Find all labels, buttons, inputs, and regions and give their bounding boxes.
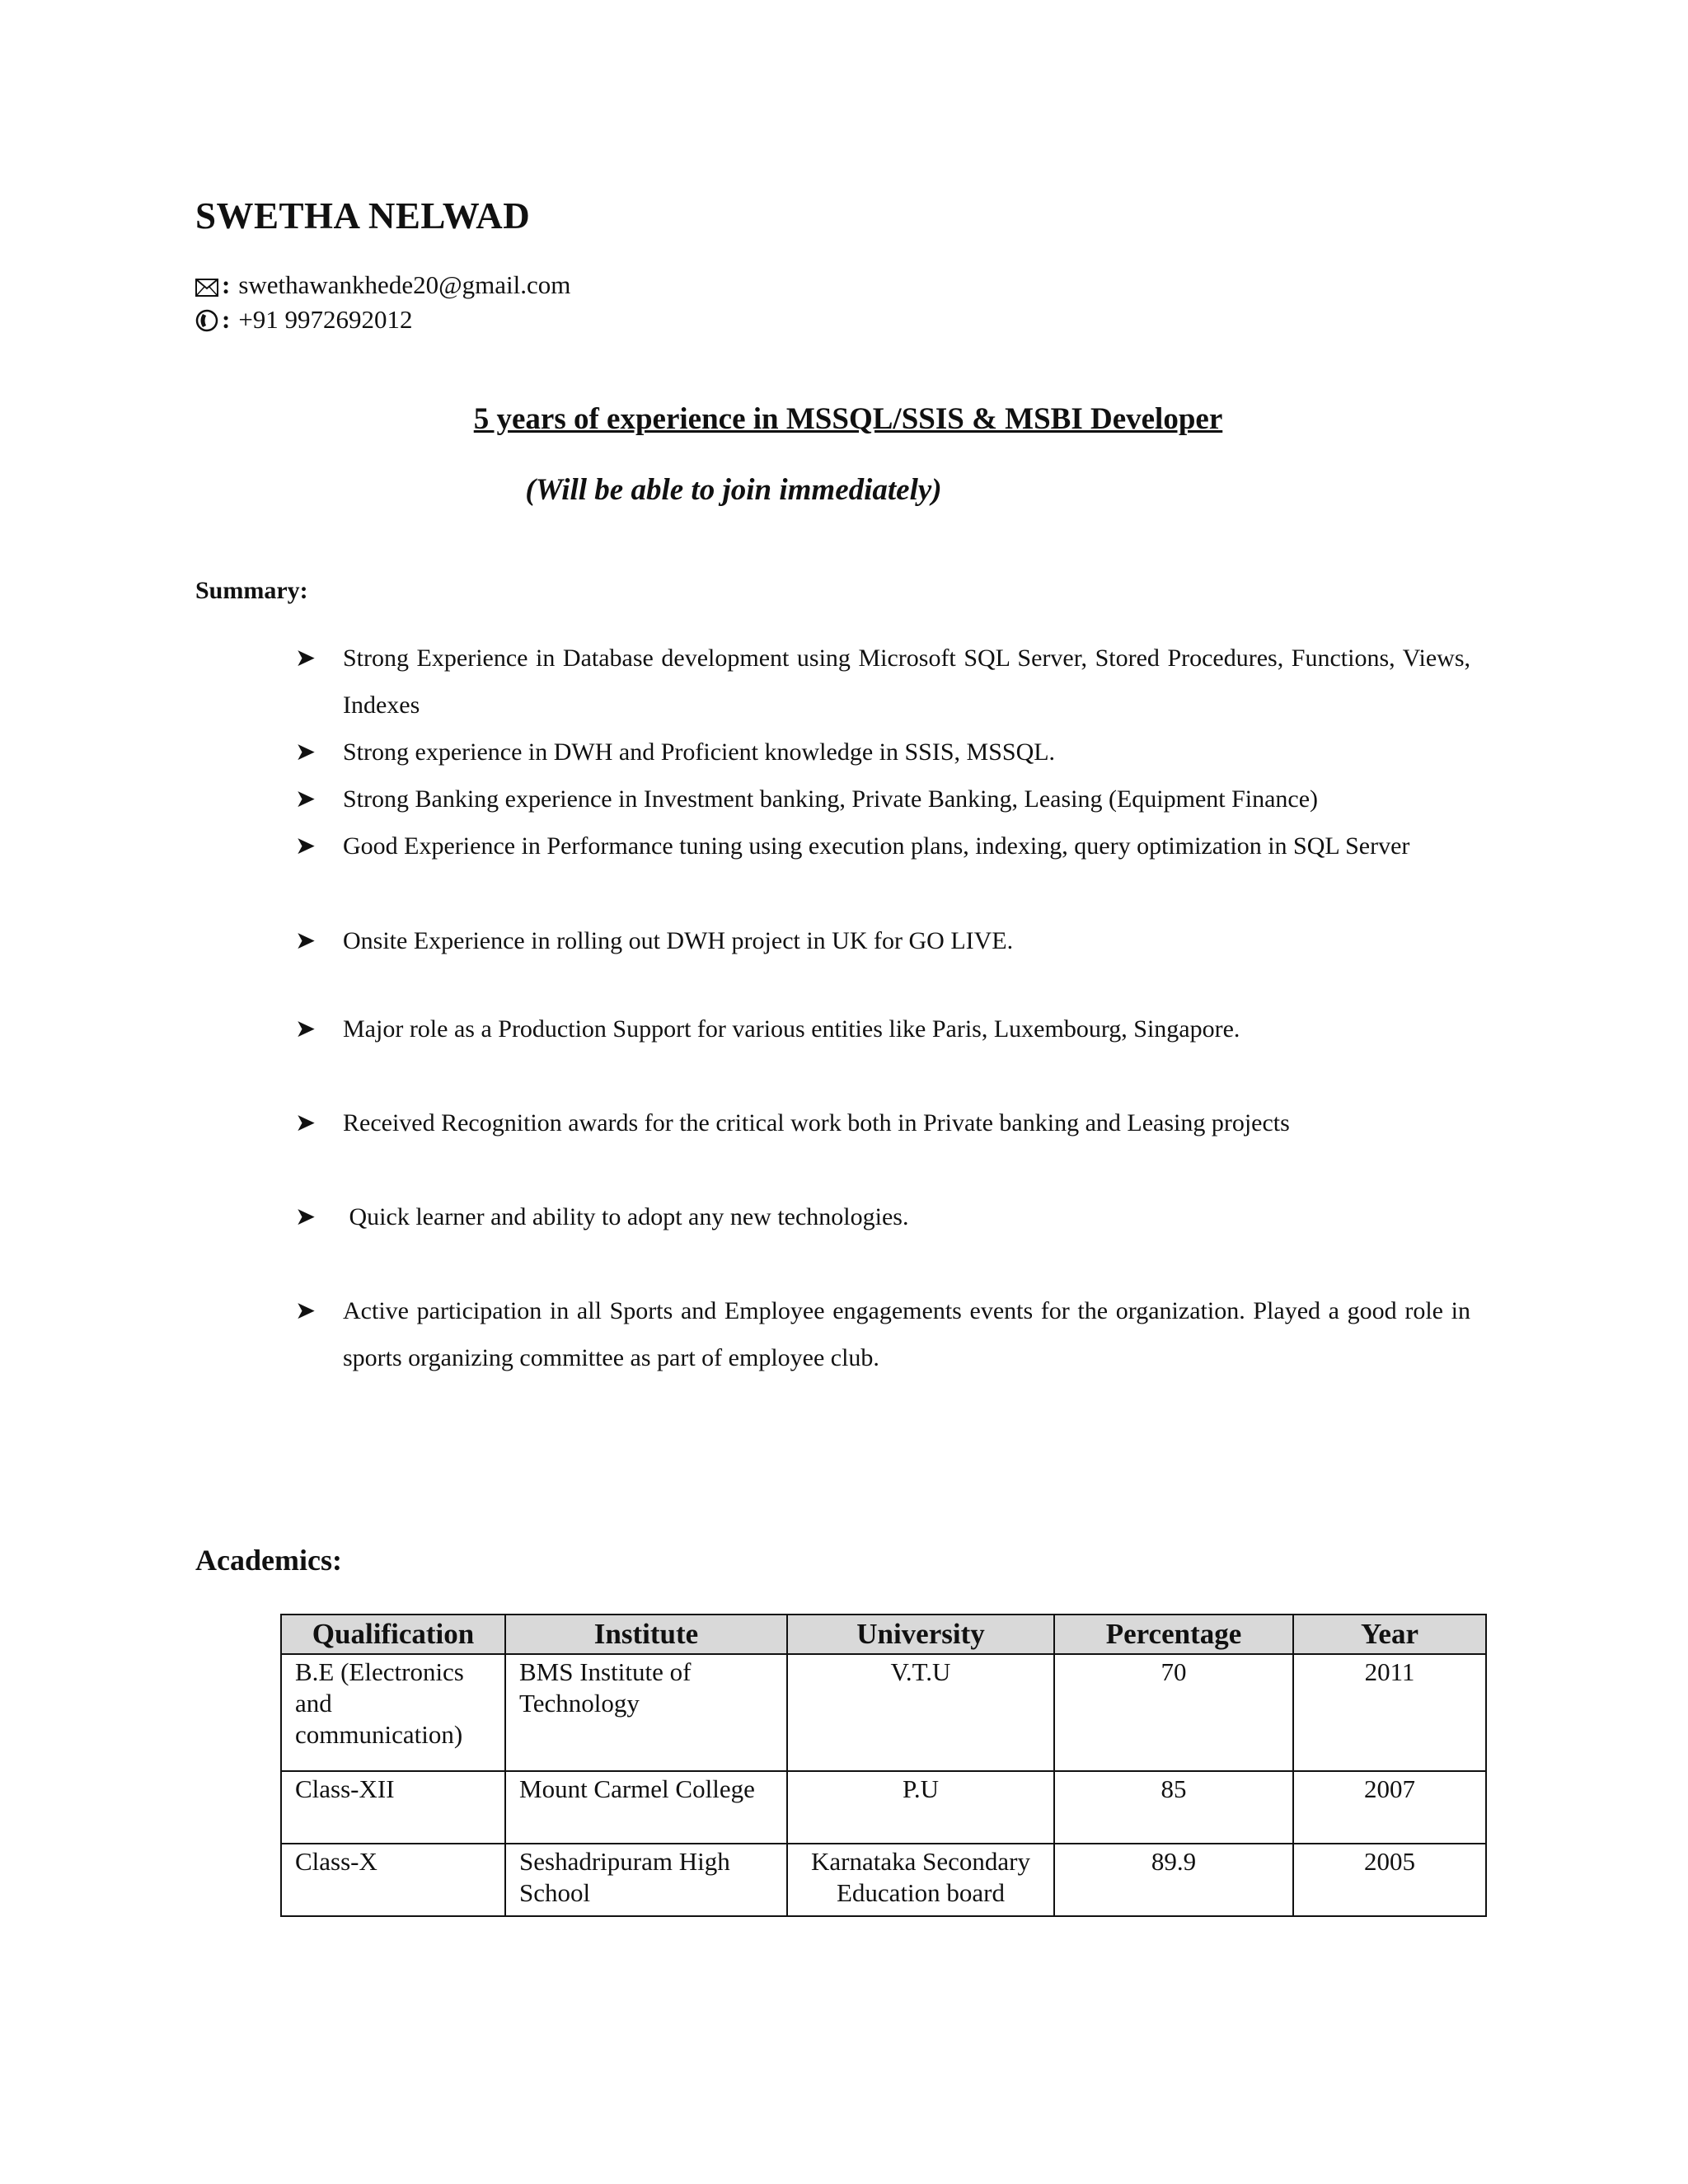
arrow-bullet-icon: ➤ [295, 1203, 316, 1230]
university-cell: Karnataka Secondary Education board [787, 1844, 1054, 1916]
email-separator: : [222, 270, 231, 299]
qualification-cell: B.E (Electronics and communication) [281, 1654, 505, 1771]
table-row [281, 1771, 1486, 1844]
column-header: University [787, 1615, 1054, 1654]
summary-item-text: Major role as a Production Support for various entities like Paris, Luxembourg, Singapore. [343, 1015, 1240, 1043]
arrow-bullet-icon: ➤ [295, 738, 316, 766]
percentage-cell: 70 [1054, 1654, 1293, 1771]
summary-heading: Summary: [195, 577, 308, 604]
column-header: Institute [505, 1615, 787, 1654]
table-header-row [281, 1615, 1486, 1654]
year-cell: 2005 [1293, 1844, 1486, 1916]
email-address: swethawankhede20@gmail.com [238, 270, 571, 299]
phone-number: +91 9972692012 [238, 305, 413, 334]
phone-separator: : [222, 305, 231, 334]
column-header: Qualification [281, 1615, 505, 1654]
summary-item-text: Quick learner and ability to adopt any new technologies. [343, 1203, 909, 1230]
headline-text: 5 years of experience in MSSQL/SSIS & MSBI Developer [473, 402, 1223, 436]
university-cell: P.U [787, 1771, 1054, 1844]
year-cell: 2007 [1293, 1771, 1486, 1844]
candidate-name: SWETHA NELWAD [195, 195, 531, 237]
phone-line [195, 305, 413, 335]
academics-heading: Academics: [195, 1544, 342, 1577]
column-header: Percentage [1054, 1615, 1293, 1654]
arrow-bullet-icon: ➤ [295, 644, 316, 672]
envelope-icon [195, 274, 218, 296]
arrow-bullet-icon: ➤ [295, 1297, 316, 1324]
headline [0, 401, 1688, 437]
qualification-cell: Class-XII [281, 1771, 505, 1844]
summary-item-text: Onsite Experience in rolling out DWH project in UK for GO LIVE. [343, 927, 1014, 954]
email-line [195, 270, 570, 300]
column-header: Year [1293, 1615, 1486, 1654]
summary-item-text: Strong Experience in Database development using Microsoft SQL Server, Stored Procedures, Functions, Views, Indexes [343, 644, 1470, 719]
summary-item-text: Active participation in all Sports and Employee engagements events for the organization. Played a good role in sports organizing committee as part of employee club. [343, 1297, 1470, 1371]
year-cell: 2011 [1293, 1654, 1486, 1771]
arrow-bullet-icon: ➤ [295, 785, 316, 813]
academics-table [280, 1614, 1487, 1917]
table-row [281, 1654, 1486, 1771]
phone-icon [195, 309, 218, 330]
arrow-bullet-icon: ➤ [295, 1109, 316, 1137]
summary-item-text: Strong experience in DWH and Proficient knowledge in SSIS, MSSQL. [343, 738, 1056, 766]
summary-item-text: Received Recognition awards for the critical work both in Private banking and Leasing projects [343, 1109, 1290, 1137]
institute-cell: BMS Institute of Technology [505, 1654, 787, 1771]
qualification-cell: Class-X [281, 1844, 505, 1916]
institute-cell: Mount Carmel College [505, 1771, 787, 1844]
table-row [281, 1844, 1486, 1916]
institute-cell: Seshadripuram High School [505, 1844, 787, 1916]
arrow-bullet-icon: ➤ [295, 1015, 316, 1043]
percentage-cell: 89.9 [1054, 1844, 1293, 1916]
university-cell: V.T.U [787, 1654, 1054, 1771]
arrow-bullet-icon: ➤ [295, 832, 316, 860]
availability-note: (Will be able to join immediately) [525, 473, 942, 507]
arrow-bullet-icon: ➤ [295, 927, 316, 954]
percentage-cell: 85 [1054, 1771, 1293, 1844]
summary-item-text: Good Experience in Performance tuning using execution plans, indexing, query optimization in SQL Server [343, 832, 1410, 860]
summary-item-text: Strong Banking experience in Investment banking, Private Banking, Leasing (Equipment Finance) [343, 785, 1319, 813]
